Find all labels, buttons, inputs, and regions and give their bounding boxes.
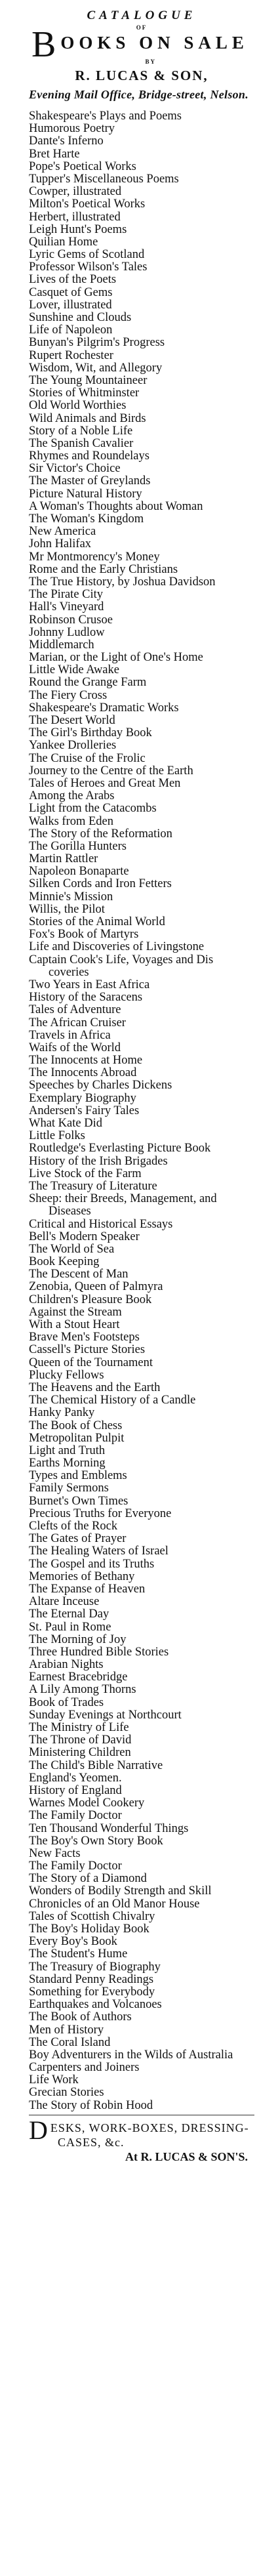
book-title: Humorous Poetry [29,122,115,136]
book-title: The Book of Authors [29,2010,132,2024]
book-title: Children's Pleasure Book [29,1293,152,1306]
book-title: Life Work [29,2073,79,2087]
book-title: Andersen's Fairy Tales [29,1104,140,1117]
book-title: Two Years in East Africa [29,978,150,991]
book-title: Earnest Bracebridge [29,1671,128,1684]
book-title: Johnny Ludlow [29,625,105,639]
book-title: Martin Rattler [29,852,98,866]
book-title: With a Stout Heart [29,1318,120,1331]
book-title: A Woman's Thoughts about Woman [29,499,203,513]
book-title: The Heavens and the Earth [29,1381,161,1394]
book-title: Rupert Rochester [29,348,113,362]
book-title: Stories of Whitminster [29,386,140,400]
book-title: Light from the Catacombs [29,802,157,816]
book-title: Tales of Scottish Chivalry [29,1909,155,1923]
book-title: Cassell's Picture Stories [29,1343,146,1357]
book-title: coveries [49,965,89,979]
book-title: The Descent of Man [29,1268,129,1281]
book-title: Napoleon Bonaparte [29,865,129,879]
book-title: Three Hundred Bible Stories [29,1645,169,1659]
book-title: Family Sermons [29,1482,109,1495]
book-title: Round the Grange Farm [29,676,147,690]
book-title: Bret Harte [29,147,80,161]
book-title: Wonders of Bodily Strength and Skill [29,1884,212,1898]
firm-address: Evening Mail Office, Bridge-street, Nelson. [29,88,249,101]
book-title: Picture Natural History [29,487,142,501]
book-title: The Morning of Joy [29,1632,127,1646]
book-title: The Gates of Prayer [29,1532,127,1546]
book-title: The True History, by Joshua Davidson [29,575,216,589]
book-title: Book Keeping [29,1255,100,1269]
book-title: The Innocents at Home [29,1054,143,1068]
book-title: Stories of the Animal World [29,915,165,928]
book-title: Earthquakes and Volcanoes [29,1998,162,2012]
book-title: The Child's Bible Narrative [29,1758,163,1772]
book-title: Clefts of the Rock [29,1520,118,1533]
book-title: Dante's Inferno [29,135,104,148]
book-title: Ministering Children [29,1746,131,1760]
book-title: Chronicles of an Old Manor House [29,1897,200,1911]
book-title: Precious Truths for Everyone [29,1506,172,1520]
book-title: Tales of Adventure [29,1003,121,1017]
book-title: The Fiery Cross [29,688,108,702]
book-title: The Book of Chess [29,1419,123,1432]
book-title: The Story of a Diamond [29,1872,147,1886]
book-title: St. Paul in Rome [29,1620,111,1634]
book-title: The Cruise of the Frolic [29,751,146,765]
book-title: Waifs of the World [29,1041,121,1054]
book-title: History of the Irish Brigades [29,1154,168,1168]
book-title: Bell's Modern Speaker [29,1230,140,1243]
book-title: Lover, illustrated [29,298,112,312]
book-title: Speeches by Charles Dickens [29,1079,172,1092]
book-title: Cowper, illustrated [29,185,122,199]
book-title: Travels in Africa [29,1028,111,1042]
book-title: Queen of the Tournament [29,1356,153,1369]
book-title: Every Boy's Book [29,1935,117,1949]
book-title: Routledge's Everlasting Picture Book [29,1142,211,1155]
book-title: Yankee Drolleries [29,739,117,753]
book-title: A Lily Among Thorns [29,1683,136,1697]
book-title: Middlemarch [29,638,94,652]
book-title: Pope's Poetical Works [29,159,136,173]
book-title: The African Cruiser [29,1016,126,1029]
book-title: The Woman's Kingdom [29,512,144,526]
book-title: Robinson Crusoe [29,613,113,627]
book-title-list [29,110,254,2112]
book-title: Milton's Poetical Works [29,197,146,211]
of-label: OF [136,24,148,31]
book-title: Herbert, illustrated [29,210,121,224]
book-title: The Expanse of Heaven [29,1582,146,1596]
book-title: Memories of Bethany [29,1569,135,1583]
book-title: Earths Morning [29,1457,106,1470]
book-title: The Desert World [29,714,115,727]
book-title: The Throne of David [29,1734,132,1747]
book-title: Walks from Eden [29,814,114,828]
book-title: The Boy's Holiday Book [29,1922,149,1936]
book-title: Wild Animals and Birds [29,411,146,425]
catalogue-heading: CATALOGUE [87,9,197,22]
book-title: Marian, or the Light of One's Home [29,651,203,665]
book-title: Ten Thousand Wonderful Things [29,1821,189,1835]
by-label: BY [145,58,156,65]
books-on-sale-text: OOKS ON SALE [60,33,248,52]
book-title: Sunshine and Clouds [29,311,132,324]
book-title: Boy Adventurers in the Wilds of Australia [29,2048,233,2062]
book-title: Among the Arabs [29,789,115,803]
book-title: The Pirate City [29,588,104,602]
book-title: Book of Trades [29,1695,104,1709]
book-title: The Master of Greylands [29,474,151,488]
book-title: The Coral Island [29,2035,111,2049]
book-title: The Treasury of Biography [29,1960,161,1974]
book-title: The Spanish Cavalier [29,436,134,450]
book-title: Diseases [49,1205,91,1218]
book-title: New America [29,525,96,539]
book-title: Shakespeare's Plays and Poems [29,110,182,123]
book-title: Life of Napoleon [29,323,113,337]
book-title: History of the Saracens [29,991,143,1005]
book-title: Captain Cook's Life, Voyages and Dis [29,953,214,966]
book-title: Journey to the Centre of the Earth [29,764,193,778]
book-title: The World of Sea [29,1242,115,1256]
book-title: The Story of Robin Hood [29,2098,153,2112]
book-title: The Young Mountaineer [29,373,148,387]
advert-line-3: At R. LUCAS & SON'S. [125,2150,248,2163]
book-title: Metropolitan Pulpit [29,1431,125,1445]
book-title: Silken Cords and Iron Fetters [29,877,172,891]
book-title: Little Folks [29,1129,85,1143]
book-title: Mr Montmorency's Money [29,550,160,564]
advert-line-1: ESKS, WORK-BOXES, DRESSING- [50,2121,249,2134]
book-title: The Story of the Reformation [29,827,172,841]
book-title: The Treasury of Literature [29,1179,157,1193]
book-title: Sir Victor's Choice [29,462,121,476]
book-title: The Healing Waters of Israel [29,1545,169,1558]
book-title: Brave Men's Footsteps [29,1331,140,1344]
book-title: Fox's Book of Martyrs [29,928,139,942]
book-title: Wisdom, Wit, and Allegory [29,361,163,375]
book-title: The Girl's Birthday Book [29,726,152,740]
drop-capital-d: D [29,2115,48,2145]
book-title: Lyric Gems of Scotland [29,248,145,262]
book-title: Plucky Fellows [29,1368,104,1382]
book-title: Zenobia, Queen of Palmyra [29,1280,163,1294]
book-title: Sheep: their Breeds, Management, and [29,1192,217,1206]
book-title: The Student's Hume [29,1947,128,1961]
book-title: Standard Penny Readings [29,1972,154,1986]
book-title: Exemplary Biography [29,1091,136,1105]
book-title: Hall's Vineyard [29,600,104,614]
book-title: The Chemical History of a Candle [29,1394,196,1407]
book-title: Quilian Home [29,235,98,249]
book-title: Light and Truth [29,1444,106,1457]
desks-advertisement [29,2115,254,2164]
book-title: Rhymes and Roundelays [29,449,149,463]
book-title: Bunyan's Pilgrim's Progress [29,336,165,350]
book-title: The Family Doctor [29,1859,122,1873]
book-title: The Eternal Day [29,1608,109,1621]
book-title: The Gospel and its Truths [29,1557,155,1571]
book-title: Story of a Noble Life [29,424,133,438]
book-title: The Ministry of Life [29,1721,129,1734]
book-title: Little Wide Awake [29,663,119,677]
book-title: Minnie's Mission [29,890,113,904]
book-title: Rome and the Early Christians [29,562,178,576]
book-title: Lives of the Poets [29,273,117,287]
book-title: Shakespeare's Dramatic Works [29,701,179,715]
book-title: The Innocents Abroad [29,1066,137,1080]
book-title: History of England [29,1783,122,1797]
book-title: Types and Emblems [29,1469,127,1483]
drop-capital-b: B [31,24,61,65]
book-title: Warnes Model Cookery [29,1797,145,1810]
book-title: Critical and Historical Essays [29,1217,173,1231]
book-title: Arabian Nights [29,1658,104,1672]
book-title: John Halifax [29,537,92,551]
book-title: Willis, the Pilot [29,902,105,916]
book-title: Burnet's Own Times [29,1494,129,1508]
book-title: Leigh Hunt's Poems [29,222,127,236]
book-title: Men of History [29,2023,104,2037]
book-title: Casquet of Gems [29,285,113,299]
book-title: Live Stock of the Farm [29,1167,142,1180]
book-title: Tupper's Miscellaneous Poems [29,172,179,186]
book-title: Sunday Evenings at Northcourt [29,1708,182,1722]
book-title: Against the Stream [29,1305,122,1319]
book-title: Carpenters and Joiners [29,2061,140,2075]
book-title: Old World Worthies [29,399,127,413]
book-title: Altare Inceuse [29,1595,100,1609]
book-title: Grecian Stories [29,2086,104,2100]
firm-name: R. LUCAS & SON, [75,68,208,83]
book-title: The Family Doctor [29,1809,122,1823]
book-title: England's Yeomen. [29,1771,122,1785]
book-title: What Kate Did [29,1117,102,1130]
book-title: Something for Everybody [29,1985,155,1999]
advert-line-2: CASES, &c. [58,2135,125,2149]
book-title: Professor Wilson's Tales [29,260,148,274]
book-title: Tales of Heroes and Great Men [29,776,181,790]
book-title: Hanky Panky [29,1406,95,1420]
book-title: The Gorilla Hunters [29,839,127,853]
book-title: Life and Discoveries of Livingstone [29,940,205,954]
book-title: New Facts [29,1846,81,1860]
book-title: The Boy's Own Story Book [29,1834,163,1848]
